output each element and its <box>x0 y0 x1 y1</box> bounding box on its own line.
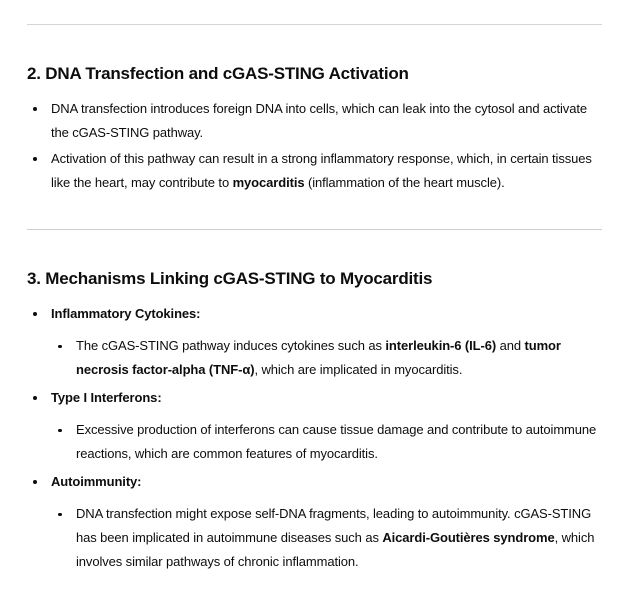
list-item-autoimmunity <box>27 470 602 574</box>
bold-label-type-i-interferons: Type I Interferons: <box>51 390 162 405</box>
list-item <box>27 97 602 145</box>
section-heading-mechanisms: 3. Mechanisms Linking cGAS-STING to Myocarditis <box>27 269 433 288</box>
list-item <box>27 147 602 195</box>
text-segment: Activation of this pathway can result in a strong inflammatory response, which, in certain tissues like the heart, may contribute to <box>51 151 592 190</box>
text-segment: , which involves similar pathways of chronic inflammation. <box>76 530 595 569</box>
bullet-icon <box>33 107 37 111</box>
bullet-icon <box>58 513 62 517</box>
section-dna-transfection <box>27 63 602 195</box>
section-divider-middle <box>27 229 602 230</box>
list-item-text <box>51 386 602 410</box>
text-segment: (inflammation of the heart muscle). <box>304 175 505 190</box>
section-divider-top <box>27 24 602 25</box>
list-item-inflammatory-cytokines <box>27 302 602 382</box>
bullet-icon <box>33 396 37 400</box>
bullet-icon <box>58 345 62 349</box>
bold-term-aicardi-goutieres: Aicardi-Goutières syndrome <box>382 530 555 545</box>
bold-label-inflammatory-cytokines: Inflammatory Cytokines: <box>51 306 201 321</box>
text-segment: DNA transfection introduces foreign DNA into cells, which can leak into the cytosol and activate the cGAS-STING pathway. <box>51 101 587 140</box>
bullet-icon <box>33 157 37 161</box>
list-item-text <box>76 418 602 466</box>
bullet-icon <box>33 312 37 316</box>
bold-term-myocarditis: myocarditis <box>232 175 305 190</box>
text-segment: and <box>496 338 525 353</box>
bullet-list <box>27 302 602 574</box>
list-item-text <box>76 502 602 574</box>
section-heading-dna-transfection: 2. DNA Transfection and cGAS-STING Activation <box>27 64 409 83</box>
list-item-text <box>76 334 602 382</box>
text-segment: The cGAS-STING pathway induces cytokines such as <box>76 338 386 353</box>
bullet-icon <box>33 480 37 484</box>
nested-bullet-list <box>51 418 602 466</box>
section-mechanisms <box>27 268 602 574</box>
list-item-type-i-interferons <box>27 386 602 466</box>
text-segment: , which are implicated in myocarditis. <box>254 362 463 377</box>
bullet-icon <box>58 429 62 433</box>
bullet-list <box>27 97 602 195</box>
list-item-text <box>51 97 602 145</box>
list-item <box>51 418 602 466</box>
bold-term-il6: interleukin-6 (IL-6) <box>385 338 497 353</box>
nested-bullet-list <box>51 502 602 574</box>
list-item-text <box>51 470 602 494</box>
list-item <box>51 502 602 574</box>
list-item-text <box>51 302 602 326</box>
text-segment: DNA transfection might expose self-DNA fragments, leading to autoimmunity. cGAS-STING has been implicated in autoimmune diseases such as <box>76 506 592 545</box>
bold-label-autoimmunity: Autoimmunity: <box>51 474 142 489</box>
list-item-text <box>51 147 602 195</box>
list-item <box>51 334 602 382</box>
nested-bullet-list <box>51 334 602 382</box>
bold-term-tnf-alpha: tumor necrosis factor-alpha (TNF-α) <box>76 338 561 377</box>
text-segment: Excessive production of interferons can cause tissue damage and contribute to autoimmune reactions, which are common features of myocarditis. <box>76 422 597 461</box>
